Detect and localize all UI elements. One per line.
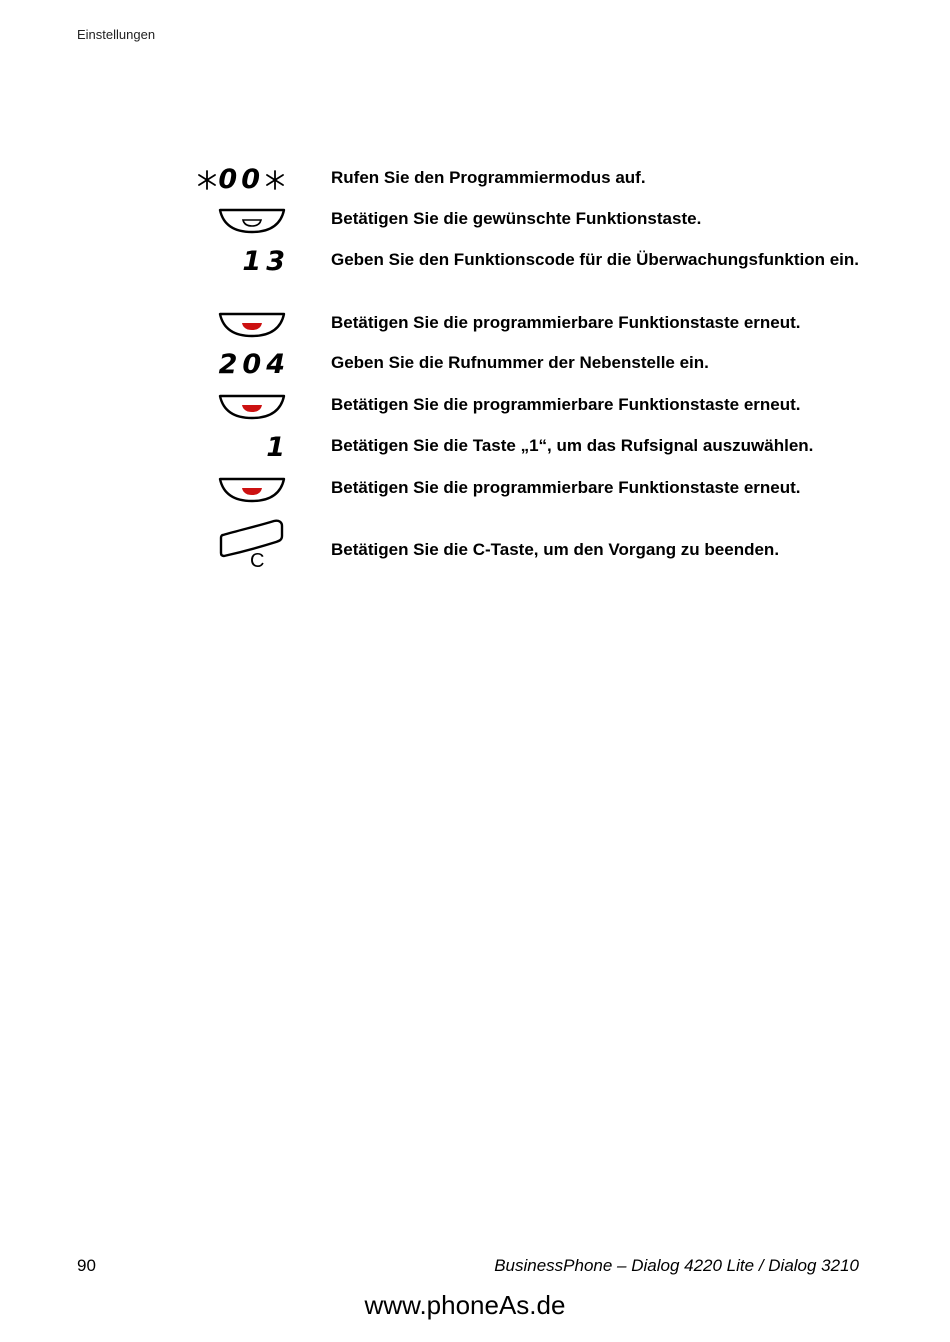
ring-signal-digit: 1: [266, 432, 290, 463]
step-2-text: Betätigen Sie die gewünschte Funktionstaste.: [331, 209, 702, 228]
website-url: www.phoneAs.de: [364, 1290, 566, 1320]
function-key-led-icon: [218, 393, 286, 421]
step-7-text: Betätigen Sie die Taste „1“, um das Rufsignal auszuwählen.: [331, 436, 814, 455]
function-key-led-icon: [218, 311, 286, 339]
step-4-symbol: [218, 310, 286, 340]
step-9: [0, 537, 950, 572]
function-key-led-icon: [218, 476, 286, 504]
step-6-text: Betätigen Sie die programmierbare Funktionstaste erneut.: [331, 395, 801, 414]
step-1-text: Rufen Sie den Programmiermodus auf.: [331, 168, 646, 187]
step-3: [0, 247, 950, 277]
step-9-symbol: [218, 518, 286, 576]
step-4-text: Betätigen Sie die programmierbare Funktionstaste erneut.: [331, 313, 801, 332]
step-5-text: Geben Sie die Rufnummer der Nebenstelle ein.: [331, 353, 709, 372]
step-6: [0, 392, 950, 422]
extension-number-digits: 204: [218, 349, 290, 380]
step-7: [0, 433, 950, 463]
digits-00: 00: [218, 164, 264, 195]
star-key-icon: [264, 169, 286, 191]
step-2: [0, 206, 950, 236]
star-key-icon: [196, 169, 218, 191]
step-4: [0, 310, 950, 340]
step-3-symbol: [242, 246, 290, 277]
step-2-symbol: [218, 206, 286, 236]
page-number: 90: [77, 1256, 96, 1275]
running-header: Einstellungen: [77, 27, 156, 42]
function-code-digits: 13: [242, 246, 290, 277]
step-6-symbol: [218, 392, 286, 422]
step-1-symbol: [196, 165, 286, 195]
product-title: BusinessPhone – Dialog 4220 Lite / Dialog 3210: [494, 1256, 859, 1275]
clear-key-label: C: [250, 550, 265, 572]
step-3-text: Geben Sie den Funktionscode für die Überwachungsfunktion ein.: [331, 250, 859, 269]
step-5: [0, 350, 950, 380]
step-9-text: Betätigen Sie die C-Taste, um den Vorgang zu beenden.: [331, 540, 780, 559]
step-8-symbol: [218, 475, 286, 505]
function-key-icon: [218, 207, 286, 235]
programming-code: [196, 165, 286, 195]
step-1: [0, 165, 950, 195]
clear-key: [218, 518, 286, 576]
step-7-symbol: [266, 432, 290, 463]
step-8-text: Betätigen Sie die programmierbare Funktionstaste erneut.: [331, 478, 801, 497]
step-5-symbol: [218, 349, 290, 380]
step-8: [0, 475, 950, 505]
